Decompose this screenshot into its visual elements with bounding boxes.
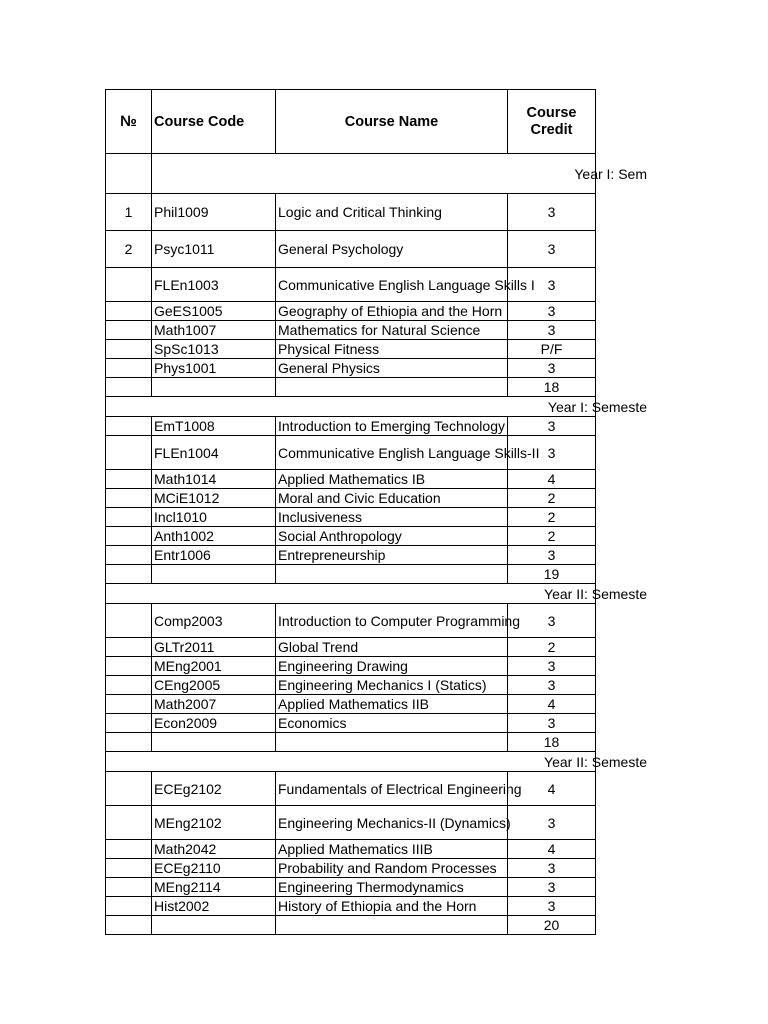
semester-title-row — [106, 752, 596, 772]
row-number: 2 — [106, 231, 152, 268]
course-code: Math1014 — [152, 470, 276, 489]
header-course-credit: Course Credit — [508, 90, 596, 154]
table-row — [106, 676, 596, 695]
course-name: Applied Mathematics IIB — [276, 695, 508, 714]
row-number — [106, 695, 152, 714]
table-row — [106, 714, 596, 733]
total-credit: 18 — [508, 733, 596, 752]
course-name: Introduction to Computer Programming — [276, 604, 508, 638]
course-code: MEng2102 — [152, 806, 276, 840]
course-credit: 4 — [508, 840, 596, 859]
header-course-code: Course Code — [152, 90, 276, 154]
table-row — [106, 638, 596, 657]
row-number — [106, 806, 152, 840]
course-code: Math2007 — [152, 695, 276, 714]
course-code: SpSc1013 — [152, 340, 276, 359]
total-blank-cell — [106, 565, 152, 584]
course-code: FLEn1003 — [152, 268, 276, 302]
row-number — [106, 546, 152, 565]
semester-title-cell — [106, 397, 647, 417]
course-credit: 3 — [508, 657, 596, 676]
course-code: Hist2002 — [152, 897, 276, 916]
course-credit: 4 — [508, 695, 596, 714]
course-code: EmT1008 — [152, 417, 276, 436]
row-number — [106, 638, 152, 657]
table-body — [106, 154, 647, 935]
course-name: Fundamentals of Electrical Engineering — [276, 772, 508, 806]
semester-title-row — [106, 397, 596, 417]
course-name: Applied Mathematics IB — [276, 470, 508, 489]
table-row — [106, 321, 596, 340]
row-number — [106, 527, 152, 546]
course-code: Entr1006 — [152, 546, 276, 565]
course-table — [105, 89, 647, 935]
row-number — [106, 714, 152, 733]
total-blank-cell — [106, 733, 152, 752]
course-code: ECEg2102 — [152, 772, 276, 806]
semester-title: Year II: Semeste — [544, 753, 647, 770]
course-name: Applied Mathematics IIIB — [276, 840, 508, 859]
table-row — [106, 470, 596, 489]
course-credit: 3 — [508, 859, 596, 878]
course-credit: 2 — [508, 489, 596, 508]
table-row — [106, 772, 596, 806]
course-credit: 3 — [508, 268, 596, 302]
course-name: Global Trend — [276, 638, 508, 657]
course-credit: 2 — [508, 527, 596, 546]
course-name: Communicative English Language Skills-II — [276, 436, 508, 470]
total-blank-cell — [276, 565, 508, 584]
course-name: Logic and Critical Thinking — [276, 194, 508, 231]
course-code: GeES1005 — [152, 302, 276, 321]
total-blank-cell — [276, 733, 508, 752]
course-code: Comp2003 — [152, 604, 276, 638]
row-number — [106, 302, 152, 321]
total-credit: 18 — [508, 378, 596, 397]
course-credit: 3 — [508, 321, 596, 340]
semester-title: Year I: Semeste — [547, 398, 647, 415]
course-name: Entrepreneurship — [276, 546, 508, 565]
table-row — [106, 897, 596, 916]
course-name: History of Ethiopia and the Horn — [276, 897, 508, 916]
row-number — [106, 604, 152, 638]
course-credit: 3 — [508, 194, 596, 231]
table-row — [106, 359, 596, 378]
row-number — [106, 859, 152, 878]
course-name: Social Anthropology — [276, 527, 508, 546]
row-number — [106, 508, 152, 527]
course-credit: 3 — [508, 546, 596, 565]
course-code: Incl1010 — [152, 508, 276, 527]
course-code: MEng2001 — [152, 657, 276, 676]
semester-title-row — [106, 584, 596, 604]
course-code: Math2042 — [152, 840, 276, 859]
table-row — [106, 657, 596, 676]
table-row — [106, 527, 596, 546]
course-table-sheet — [105, 89, 647, 952]
row-number — [106, 417, 152, 436]
row-number: 1 — [106, 194, 152, 231]
course-code: GLTr2011 — [152, 638, 276, 657]
row-number — [106, 321, 152, 340]
course-code: MEng2114 — [152, 878, 276, 897]
course-name: Engineering Mechanics I (Statics) — [276, 676, 508, 695]
course-code: Econ2009 — [152, 714, 276, 733]
course-code: Phys1001 — [152, 359, 276, 378]
total-blank-cell — [276, 916, 508, 935]
course-name: Engineering Thermodynamics — [276, 878, 508, 897]
course-code: Math1007 — [152, 321, 276, 340]
course-name: Geography of Ethiopia and the Horn — [276, 302, 508, 321]
course-name: Economics — [276, 714, 508, 733]
total-blank-cell — [106, 378, 152, 397]
course-credit: 3 — [508, 878, 596, 897]
table-row — [106, 340, 596, 359]
row-number — [106, 489, 152, 508]
row-number — [106, 676, 152, 695]
total-row — [106, 733, 596, 752]
row-number — [106, 657, 152, 676]
course-credit: 4 — [508, 772, 596, 806]
course-code: Anth1002 — [152, 527, 276, 546]
header-course-name: Course Name — [276, 90, 508, 154]
table-row — [106, 546, 596, 565]
course-name: General Psychology — [276, 231, 508, 268]
total-blank-cell — [152, 378, 276, 397]
total-credit: 20 — [508, 916, 596, 935]
total-credit: 19 — [508, 565, 596, 584]
row-number — [106, 436, 152, 470]
table-row — [106, 878, 596, 897]
course-code: Psyc1011 — [152, 231, 276, 268]
row-number — [106, 268, 152, 302]
course-name: Engineering Drawing — [276, 657, 508, 676]
table-header-row — [106, 90, 596, 154]
course-credit: 2 — [508, 508, 596, 527]
total-blank-cell — [152, 916, 276, 935]
row-number — [106, 359, 152, 378]
table-row — [106, 436, 596, 470]
course-credit: 3 — [508, 302, 596, 321]
table-row — [106, 604, 596, 638]
semester-title-spacer — [106, 154, 152, 194]
course-name: Engineering Mechanics-II (Dynamics) — [276, 806, 508, 840]
course-name: Communicative English Language Skills I — [276, 268, 508, 302]
course-name: Mathematics for Natural Science — [276, 321, 508, 340]
course-credit: 3 — [508, 714, 596, 733]
table-row — [106, 489, 596, 508]
course-credit: 3 — [508, 897, 596, 916]
semester-title: Year II: Semeste — [544, 585, 647, 602]
course-credit: 2 — [508, 638, 596, 657]
total-row — [106, 916, 596, 935]
table-row — [106, 231, 596, 268]
course-credit: 4 — [508, 470, 596, 489]
table-row — [106, 695, 596, 714]
course-code: Phil1009 — [152, 194, 276, 231]
table-row — [106, 302, 596, 321]
semester-title: Year I: Sem — [574, 165, 647, 182]
row-number — [106, 772, 152, 806]
course-code: ECEg2110 — [152, 859, 276, 878]
course-credit: 3 — [508, 417, 596, 436]
table-row — [106, 508, 596, 527]
total-row — [106, 565, 596, 584]
semester-title-cell — [152, 154, 647, 194]
row-number — [106, 340, 152, 359]
course-code: FLEn1004 — [152, 436, 276, 470]
semester-title-row — [106, 154, 596, 194]
course-credit: P/F — [508, 340, 596, 359]
course-credit: 3 — [508, 231, 596, 268]
row-number — [106, 897, 152, 916]
semester-title-cell — [106, 752, 647, 772]
total-blank-cell — [276, 378, 508, 397]
course-code: CEng2005 — [152, 676, 276, 695]
course-name: General Physics — [276, 359, 508, 378]
course-credit: 3 — [508, 436, 596, 470]
total-blank-cell — [152, 733, 276, 752]
course-name: Inclusiveness — [276, 508, 508, 527]
course-credit: 3 — [508, 359, 596, 378]
table-row — [106, 268, 596, 302]
course-code: MCiE1012 — [152, 489, 276, 508]
row-number — [106, 470, 152, 489]
row-number — [106, 840, 152, 859]
total-blank-cell — [106, 916, 152, 935]
header-number: № — [106, 90, 152, 154]
table-row — [106, 859, 596, 878]
course-name: Probability and Random Processes — [276, 859, 508, 878]
course-credit: 3 — [508, 806, 596, 840]
table-row — [106, 417, 596, 436]
course-name: Moral and Civic Education — [276, 489, 508, 508]
course-credit: 3 — [508, 604, 596, 638]
course-name: Physical Fitness — [276, 340, 508, 359]
course-name: Introduction to Emerging Technology — [276, 417, 508, 436]
total-row — [106, 378, 596, 397]
semester-title-cell — [106, 584, 647, 604]
table-row — [106, 840, 596, 859]
table-row — [106, 806, 596, 840]
total-blank-cell — [152, 565, 276, 584]
table-row — [106, 194, 596, 231]
course-credit: 3 — [508, 676, 596, 695]
row-number — [106, 878, 152, 897]
